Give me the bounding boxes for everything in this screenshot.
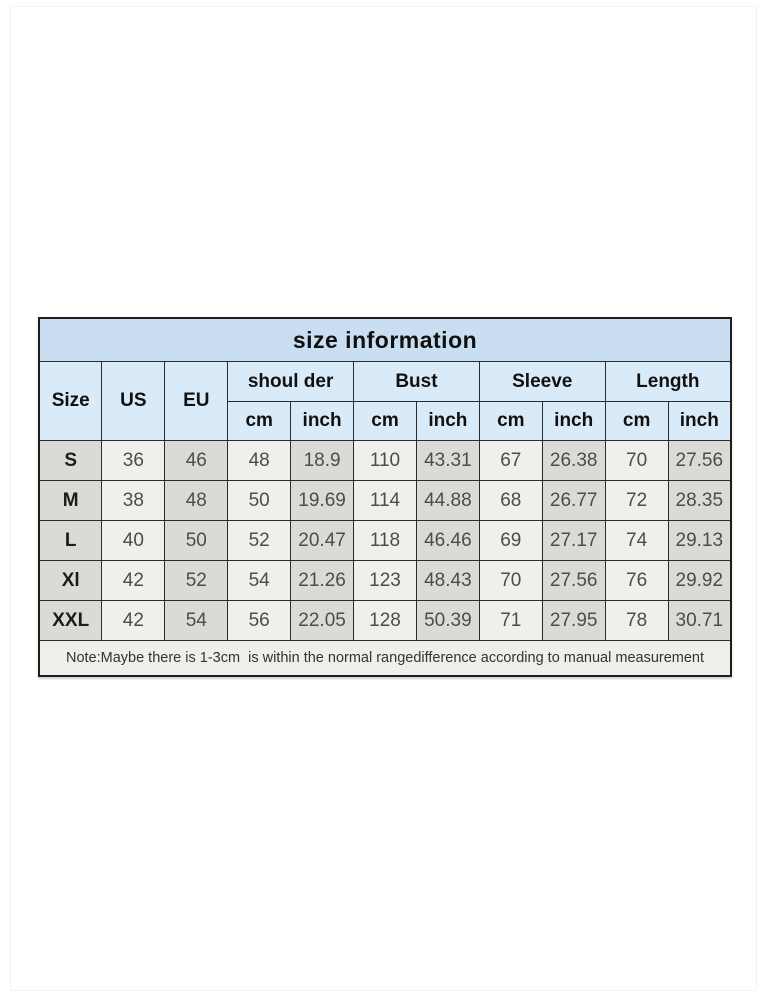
table-cell: 72 [605,481,668,521]
table-cell: 118 [354,521,417,561]
table-title-row [39,318,731,362]
table-note-row [39,641,731,677]
size-label-cell: S [39,441,102,481]
column-header-us: US [102,362,165,441]
table-cell: 46 [165,441,228,481]
table-cell: 19.69 [291,481,354,521]
table-cell: 27.95 [542,601,605,641]
size-label-cell: Xl [39,561,102,601]
group-header-length: Length [605,362,731,402]
table-row [39,521,731,561]
table-cell: 48 [228,441,291,481]
table-cell: 128 [354,601,417,641]
table-cell: 18.9 [291,441,354,481]
table-cell: 26.77 [542,481,605,521]
column-header-eu: EU [165,362,228,441]
table-cell: 114 [354,481,417,521]
table-cell: 27.56 [668,441,731,481]
size-label-cell: M [39,481,102,521]
table-cell: 21.26 [291,561,354,601]
table-cell: 20.47 [291,521,354,561]
table-cell: 42 [102,561,165,601]
table-row [39,601,731,641]
table-cell: 52 [228,521,291,561]
group-header-shoulder: shoul der [228,362,354,402]
table-cell: 27.56 [542,561,605,601]
table-cell: 48 [165,481,228,521]
table-cell: 50 [165,521,228,561]
table-cell: 42 [102,601,165,641]
table-cell: 36 [102,441,165,481]
unit-header-inch: inch [542,402,605,441]
table-cell: 67 [479,441,542,481]
note-text: Note:Maybe there is 1-3cm is within the normal rangedifference according to manual measurement [39,641,731,677]
table-cell: 69 [479,521,542,561]
table-cell: 70 [605,441,668,481]
unit-header-inch: inch [668,402,731,441]
table-cell: 40 [102,521,165,561]
table-cell: 50 [228,481,291,521]
table-cell: 27.17 [542,521,605,561]
table-cell: 30.71 [668,601,731,641]
table-cell: 29.92 [668,561,731,601]
table-cell: 56 [228,601,291,641]
column-header-size: Size [39,362,102,441]
table-cell: 71 [479,601,542,641]
table-cell: 29.13 [668,521,731,561]
table-cell: 76 [605,561,668,601]
unit-header-inch: inch [416,402,479,441]
unit-header-cm: cm [354,402,417,441]
table-cell: 46.46 [416,521,479,561]
table-cell: 123 [354,561,417,601]
size-chart-table [38,317,732,677]
table-cell: 52 [165,561,228,601]
table-cell: 22.05 [291,601,354,641]
table-cell: 74 [605,521,668,561]
table-cell: 50.39 [416,601,479,641]
table-group-header-row [39,362,731,402]
table-cell: 48.43 [416,561,479,601]
unit-header-cm: cm [479,402,542,441]
table-row [39,561,731,601]
table-cell: 38 [102,481,165,521]
unit-header-inch: inch [291,402,354,441]
table-cell: 28.35 [668,481,731,521]
unit-header-cm: cm [605,402,668,441]
table-cell: 68 [479,481,542,521]
table-row [39,441,731,481]
table-title: size information [39,318,731,362]
group-header-bust: Bust [354,362,480,402]
table-cell: 54 [228,561,291,601]
table-cell: 43.31 [416,441,479,481]
group-header-sleeve: Sleeve [479,362,605,402]
table-cell: 78 [605,601,668,641]
unit-header-cm: cm [228,402,291,441]
table-cell: 26.38 [542,441,605,481]
table-row [39,481,731,521]
table-cell: 44.88 [416,481,479,521]
size-label-cell: L [39,521,102,561]
table-cell: 54 [165,601,228,641]
table-cell: 70 [479,561,542,601]
table-body [39,441,731,641]
table-cell: 110 [354,441,417,481]
size-label-cell: XXL [39,601,102,641]
